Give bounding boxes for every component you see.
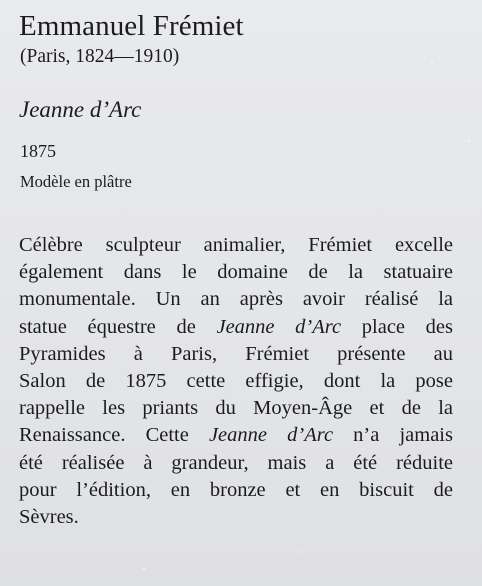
description-segment: place des bbox=[341, 315, 454, 338]
description-line bbox=[19, 477, 453, 504]
description-segment: Sèvres. bbox=[19, 506, 79, 529]
description-segment: rappelle les priants du Moyen-Âge et de la bbox=[19, 397, 453, 420]
description-segment: Renaissance. Cette bbox=[19, 424, 209, 447]
description-line bbox=[19, 368, 453, 395]
artist-dates: (Paris, 1824—1910) bbox=[20, 46, 180, 67]
description-line bbox=[19, 422, 453, 449]
description-segment: pour l’édition, en bronze et en biscuit de bbox=[19, 478, 453, 501]
description-segment: monumentale. Un an après avoir réalisé la bbox=[19, 288, 453, 311]
description-line bbox=[19, 504, 453, 531]
artist-name: Emmanuel Frémiet bbox=[19, 10, 244, 42]
artwork-title-inline: Jeanne d’Arc bbox=[216, 315, 342, 338]
description-line bbox=[19, 314, 453, 341]
artwork-title-inline: Jeanne d’Arc bbox=[208, 424, 334, 447]
description-segment: Pyramides à Paris, Frémiet présente au bbox=[19, 342, 453, 365]
artwork-year: 1875 bbox=[20, 141, 56, 161]
artwork-title: Jeanne d’Arc bbox=[19, 97, 142, 122]
description-line bbox=[19, 259, 453, 286]
description-segment: été réalisée à grandeur, mais a été réduite bbox=[19, 451, 453, 474]
description-line bbox=[19, 341, 453, 368]
description-line bbox=[19, 286, 453, 313]
description-segment: Célèbre sculpteur animalier, Frémiet excelle bbox=[19, 234, 453, 256]
description-line bbox=[19, 395, 453, 422]
description-text bbox=[19, 232, 453, 531]
description-segment: également dans le domaine de la statuaire bbox=[19, 261, 453, 284]
description-line bbox=[19, 450, 453, 477]
artwork-medium: Modèle en plâtre bbox=[20, 172, 132, 191]
description-segment: n’a jamais bbox=[333, 424, 453, 447]
description-segment: statue équestre de bbox=[19, 315, 217, 338]
description-line bbox=[19, 232, 453, 259]
description-segment: Salon de 1875 cette effigie, dont la pose bbox=[19, 370, 453, 393]
